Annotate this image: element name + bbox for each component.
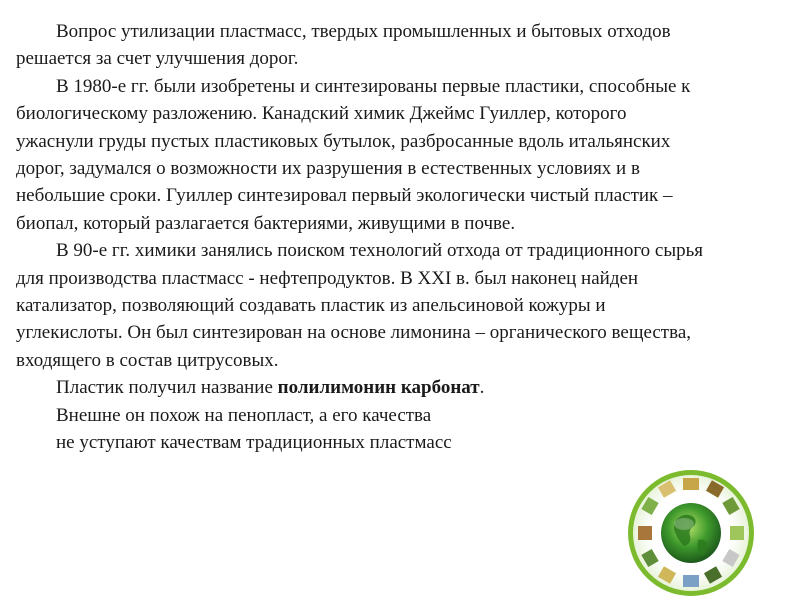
plastic-name-bold: полилимонин карбонат (277, 377, 480, 399)
paragraph-2: В 1980-е гг. были изобретены и синтезированы первые пластики, способные к биологическому разложению. Канадский химик Джеймс Гуиллер, которого ужаснули груды пустых пластиковых бутылок, разбросанные вдоль итальянских дорог, задумался о возможности их разрушения в естественных условиях и в небольшие сроки. Гуиллер синтезировал первый экологически чистый пластик – биопал, который разлагается бактериями, живущими в почве. (16, 75, 691, 234)
paragraph-6: не уступают качествам традиционных пластмасс (56, 432, 452, 454)
paragraph-4-end: . (479, 377, 485, 399)
paragraph-5: Внешне он похож на пенопласт, а его качества (56, 404, 432, 426)
paragraph-3: В 90-е гг. химики занялись поиском технологий отхода от традиционного сырья для производства пластмасс - нефтепродуктов. В XXI в. был наконец найден катализатор, позволяющий создавать пластик из апельсиновой кожуры и углекислоты. Он был синтезирован на основе лимонина – органического вещества, входящего в состав цитрусовых. (16, 240, 704, 371)
paragraph-4-start: Пластик получил название (56, 377, 278, 399)
paragraph-4 (16, 374, 706, 401)
paragraph-1: Вопрос утилизации пластмасс, твердых промышленных и бытовых отходов решается за счет улучшения дорог. (16, 21, 671, 70)
article-text (16, 18, 706, 457)
eco-globe-emblem-icon (626, 468, 756, 598)
